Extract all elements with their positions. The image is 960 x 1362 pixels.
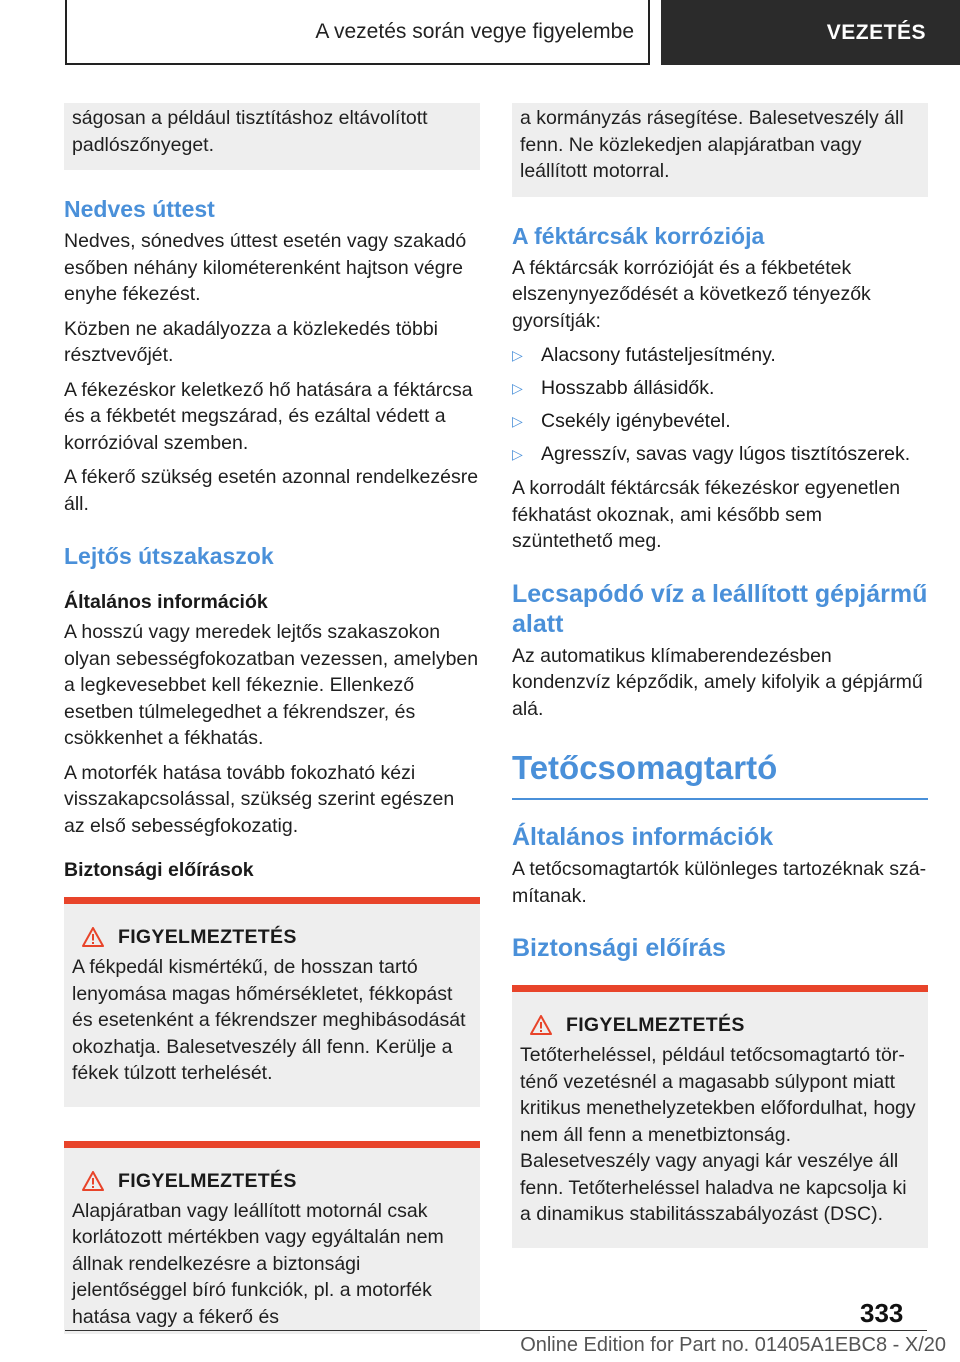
wet-road-paragraph: A fékezéskor keletkező hő hatására a féktárcsa és a fékbetét megszárad, és ezáltal védett a korrózióval szemben.: [64, 378, 473, 454]
triangle-bullet-icon: ▷: [512, 380, 523, 396]
warning-triangle-icon: [82, 1171, 104, 1191]
list-item-text: Alacsony futásteljesítmény.: [541, 344, 776, 366]
corrosion-factor-list: [512, 342, 928, 467]
wet-road-heading: Nedves úttest: [64, 196, 215, 222]
wet-road-paragraph: Közben ne akadályozza a közlekedés többi résztvevőjét.: [64, 317, 439, 366]
warning-box: [64, 897, 480, 1107]
warning-title: [72, 924, 472, 950]
roof-safety-heading: Biztonsági előírás: [512, 934, 726, 962]
warning-text: A fékpedál kismértékű, de hosszan tartó lenyomása magas hőmérsékletet, fékkopást és esetenként a fékrendszer meghibásodását okozhatja. Balesetveszély áll fenn. Kerülje a fékek túlzott terhelését.: [72, 956, 466, 1084]
continued-note-box: [64, 103, 480, 170]
left-column: [64, 103, 480, 1334]
triangle-bullet-icon: ▷: [512, 413, 523, 429]
warning-title: [520, 1012, 920, 1038]
wet-road-paragraph: A fékerő szükség esetén azonnal rendelkezésre áll.: [64, 466, 479, 515]
downhill-paragraph: A hosszú vagy meredek lejtős szakaszokon olyan sebességfokozatban vezessen, amelyben a legkevesebbet kell fékeznie. Ellenkező esetben túlmelegedhet a fékrendszer, és csökkenhet a fékhatás.: [64, 621, 479, 749]
warning-triangle-icon: [82, 927, 104, 947]
header-section-title: A vezetés során vegye figyelembe: [315, 19, 634, 43]
warning-triangle-icon: [530, 1015, 552, 1035]
warning-box: [512, 985, 928, 1248]
warning-label: FIGYELMEZTETÉS: [566, 1014, 745, 1036]
header-chapter-tab: VEZETÉS: [661, 0, 960, 65]
page-number: 333: [860, 1298, 904, 1328]
list-item-text: Agresszív, savas vagy lúgos tisztítószerek.: [541, 443, 911, 465]
downhill-heading: Lejtős útszakaszok: [64, 543, 274, 569]
roof-general-text: A tetőcsomagtartók különleges tartozéknak számítanak.: [512, 858, 927, 907]
corrosion-heading: A féktárcsák korróziója: [512, 222, 765, 249]
warning-text: Alapjáratban vagy leállított motornál csak korlátozott mértékben vagy egyáltalán nem állnak rendelkezésre a biztonsági jelentőséggel bíró funkciók, pl. a motorfék hatása vagy a fékerő és: [72, 1199, 444, 1328]
downhill-general-heading: Általános információk: [64, 591, 268, 613]
header-divider: [648, 0, 650, 64]
wet-road-paragraph: Nedves, sónedves úttest esetén vagy szakadó esőben néhány kilométerenként hajtson végre enyhe fékezést.: [64, 230, 467, 305]
warning-label: FIGYELMEZTETÉS: [118, 1169, 297, 1192]
footer-edition: Online Edition for Part no. 01405A1EBC8 - X/20: [520, 1334, 946, 1356]
continued-note-box: [512, 103, 928, 197]
footer-rule: [65, 1330, 927, 1331]
list-item-text: Csekély igénybevétel.: [541, 410, 731, 432]
downhill-safety-heading: Biztonsági előírások: [64, 859, 254, 881]
triangle-bullet-icon: ▷: [512, 347, 523, 363]
warning-text: Tetőterheléssel, például tetőcsomagtartó történő vezetésnél a magasabb súlypont miatt kritikus menethelyzetekben előfordulhat, hogy nem áll fenn a menetbiztonság. Balesetveszély vagy anyagi kár veszélye áll fenn. Tetőterheléssel haladva ne kapcsolja ki a dinamikus stabilitásszabályozást (DSC).: [520, 1044, 916, 1225]
downhill-paragraph: A motorfék hatása tovább fokozható kézi visszakapcsolással, szükség szerint egészen az első sebességfokozatig.: [64, 761, 455, 837]
right-column: [512, 103, 928, 1248]
condensation-text: Az automatikus klímaberendezésben kondenzvíz képződik, amely kifolyik a gépjármű alá.: [512, 644, 923, 720]
condensation-heading: Lecsapódó víz a leállított gépjármű alatt: [512, 579, 928, 638]
list-item-text: Hosszabb állásidők.: [541, 377, 715, 399]
list-item: [512, 441, 928, 467]
corrosion-intro: A féktárcsák korrózióját és a fékbetétek elszenynyeződését a következő tényezők gyorsítják:: [512, 256, 871, 332]
list-item: [512, 342, 928, 368]
triangle-bullet-icon: ▷: [512, 446, 523, 462]
warning-box: [64, 1141, 480, 1335]
warning-label: FIGYELMEZTETÉS: [118, 926, 297, 948]
roof-rack-heading: Tetőcsomagtartó: [512, 748, 928, 800]
list-item: [512, 408, 928, 434]
roof-general-heading: Általános információk: [512, 823, 774, 851]
continued-note-text: a kormányzás rásegítése. Balesetveszély áll fenn. Ne közlekedjen alapjáratban vagy leállított motorral.: [520, 107, 904, 182]
list-item: [512, 375, 928, 401]
continued-note-text: ságosan a például tisztításhoz eltávolított padlószőnyeget.: [72, 107, 428, 156]
header-bottom-rule: [65, 63, 650, 65]
warning-title: [72, 1168, 472, 1194]
corrosion-outro: A korrodált féktárcsák fékezéskor egyenetlen fékhatást okoznak, ami később sem szüntethető meg.: [512, 477, 901, 552]
